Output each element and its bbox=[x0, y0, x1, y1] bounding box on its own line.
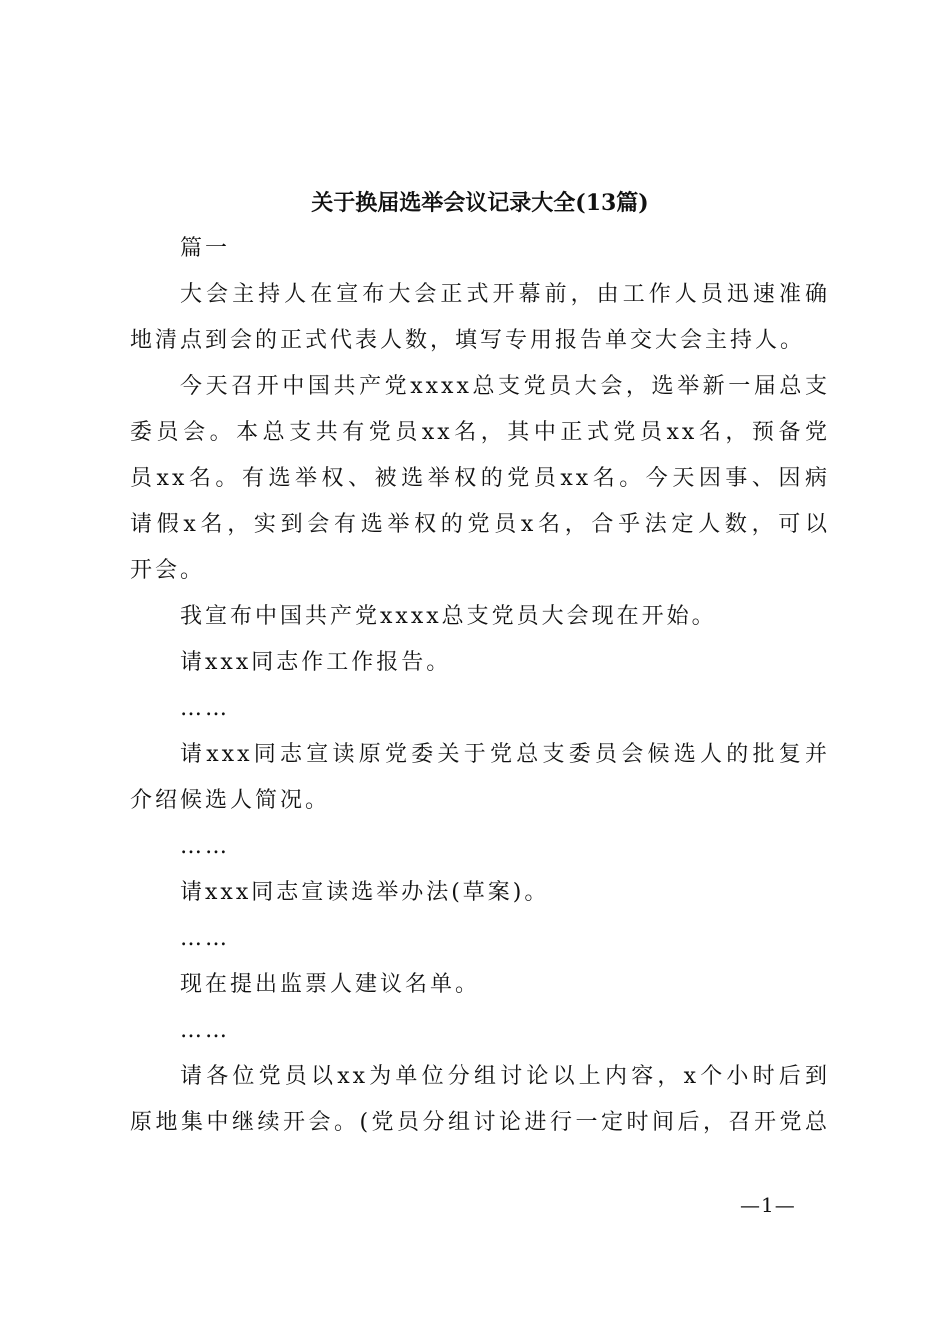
text-line: …… bbox=[180, 1018, 230, 1043]
text-line: 请xxx同志宣读选举办法(草案)。 bbox=[180, 880, 550, 905]
text-line: …… bbox=[180, 834, 230, 859]
text-line: 今天召开中国共产党xxxx总支党员大会，选举新一届总支 bbox=[180, 374, 830, 399]
text-line: 大会主持人在宣布大会正式开幕前，由工作人员迅速准确 bbox=[180, 282, 830, 307]
text-line: 介绍候选人简况。 bbox=[130, 788, 331, 813]
text-line: 地清点到会的正式代表人数，填写专用报告单交大会主持人。 bbox=[130, 328, 806, 353]
text-line: 请xxx同志宣读原党委关于党总支委员会候选人的批复并 bbox=[180, 742, 830, 767]
text-line: 委员会。本总支共有党员xx名，其中正式党员xx名，预备党 bbox=[130, 420, 830, 445]
text-line: 原地集中继续开会。(党员分组讨论进行一定时间后，召开党总 bbox=[130, 1110, 830, 1135]
document-body bbox=[130, 180, 830, 1146]
text-line: 请xxx同志作工作报告。 bbox=[180, 650, 452, 675]
text-line: 现在提出监票人建议名单。 bbox=[180, 972, 481, 997]
text-line: 我宣布中国共产党xxxx总支党员大会现在开始。 bbox=[180, 604, 717, 629]
text-line: …… bbox=[180, 696, 230, 721]
section-heading: 篇一 bbox=[180, 236, 231, 261]
page-number: —1— bbox=[740, 1193, 796, 1217]
text-line: 请假x名，实到会有选举权的党员x名，合乎法定人数，可以 bbox=[130, 512, 830, 537]
text-line: …… bbox=[180, 926, 230, 951]
document-text bbox=[130, 272, 830, 1146]
document-title: 关于换届选举会议记录大全(13篇) bbox=[311, 190, 649, 216]
text-line: 请各位党员以xx为单位分组讨论以上内容，x个小时后到 bbox=[180, 1064, 830, 1089]
text-line: 开会。 bbox=[130, 558, 206, 583]
text-line: 员xx名。有选举权、被选举权的党员xx名。今天因事、因病 bbox=[130, 466, 830, 491]
